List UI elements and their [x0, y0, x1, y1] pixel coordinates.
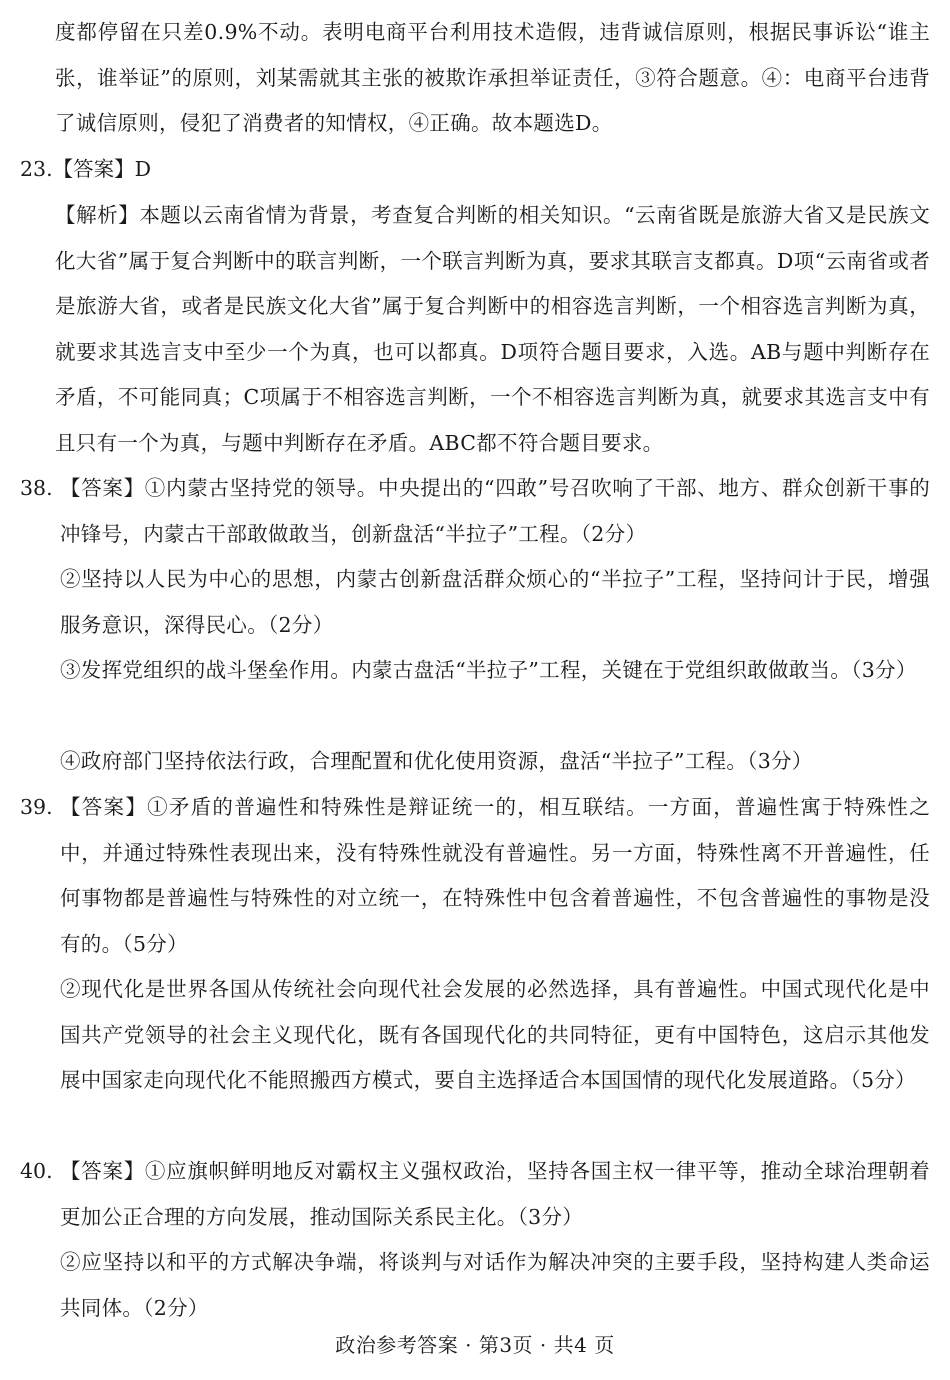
q39-item-1: 【答案】①矛盾的普遍性和特殊性是辩证统一的，相互联结。一方面，普遍性寓于特殊性之中，并通过特殊性表现出来，没有特殊性就没有普遍性。另一方面，特殊性离不开普遍性，任何事物都是普遍性与特殊性的对立统一，在特殊性中包含着普遍性，不包含普遍性的事物是没有的。（5分） [60, 795, 930, 956]
q23-header: 23.【答案】D [20, 157, 152, 181]
q38-number: 38. [20, 476, 53, 500]
q38-item-1: 【答案】①内蒙古坚持党的领导。中央提出的“四敢”号召吹响了干部、地方、群众创新干事的冲锋号，内蒙古干部敢做敢当，创新盘活“半拉子”工程。（2分） [60, 476, 930, 546]
q39-number: 39. [20, 795, 53, 819]
q40-number: 40. [20, 1159, 53, 1183]
q39-item-2: ②现代化是世界各国从传统社会向现代社会发展的必然选择，具有普遍性。中国式现代化是中国共产党领导的社会主义现代化，既有各国现代化的共同特征，更有中国特色，这启示其他发展中国家走向现代化不能照搬西方模式，要自主选择适合本国国情的现代化发展道路。（5分） [60, 977, 930, 1093]
carryover-paragraph: 度都停留在只差0.9%不动。表明电商平台利用技术造假，违背诚信原则，根据民事诉讼“谁主张，谁举证”的原则，刘某需就其主张的被欺诈承担举证责任，③符合题意。④：电商平台违背了诚信原则，侵犯了消费者的知情权，④正确。故本题选D。 [55, 20, 930, 136]
q38-item-3: ③发挥党组织的战斗堡垒作用。内蒙古盘活“半拉子”工程，关键在于党组织敢做敢当。（3分） [60, 658, 917, 682]
page-footer: 政治参考答案 · 第3页 · 共4 页 [335, 1333, 615, 1357]
q38-item-4: ④政府部门坚持依法行政，合理配置和优化使用资源，盘活“半拉子”工程。（3分） [60, 749, 813, 773]
q38-item-2: ②坚持以人民为中心的思想，内蒙古创新盘活群众烦心的“半拉子”工程，坚持问计于民，增强服务意识，深得民心。（2分） [60, 567, 930, 637]
q40-item-1: 【答案】①应旗帜鲜明地反对霸权主义强权政治，坚持各国主权一律平等，推动全球治理朝着更加公正合理的方向发展，推动国际关系民主化。（3分） [60, 1159, 930, 1229]
q23-analysis: 【解析】本题以云南省情为背景，考查复合判断的相关知识。“云南省既是旅游大省又是民族文化大省”属于复合判断中的联言判断，一个联言判断为真，要求其联言支都真。D项“云南省或者是旅游大省，或者是民族文化大省”属于复合判断中的相容选言判断，一个相容选言判断为真，就要求其选言支中至少一个为真，也可以都真。D项符合题目要求，入选。AB与题中判断存在矛盾，不可能同真；C项属于不相容选言判断，一个不相容选言判断为真，就要求其选言支中有且只有一个为真，与题中判断存在矛盾。ABC都不符合题目要求。 [55, 203, 930, 455]
q40-item-2: ②应坚持以和平的方式解决争端，将谈判与对话作为解决冲突的主要手段，坚持构建人类命运共同体。（2分） [60, 1250, 930, 1320]
